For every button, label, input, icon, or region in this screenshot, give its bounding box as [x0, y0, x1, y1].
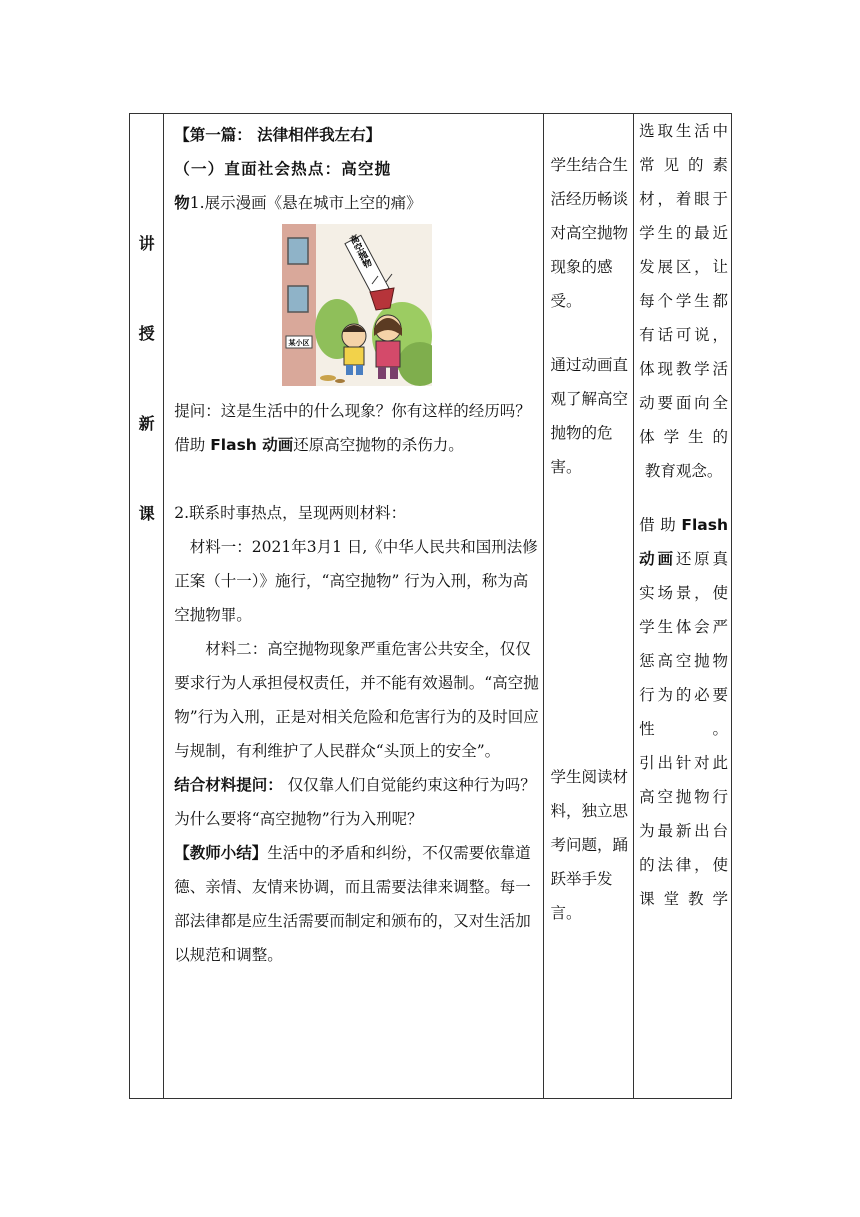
teaching-content-cell [164, 114, 544, 1099]
question-2-label: 结合材料提问： [174, 776, 283, 794]
design-note-2 [639, 508, 728, 746]
student-activity-1: 学生结合生活经历畅谈对高空抛物现象的感受。 [550, 156, 628, 310]
design-note-2-pre: 借 助 [639, 516, 677, 534]
lesson-table [129, 113, 732, 1099]
comic-sign: 高空抛物 [346, 233, 373, 271]
material-2: 材料二：高空抛物现象严重危害公共安全，仅仅要求行为人承担侵权责任，并不能有效遏制。“高空抛物”行为入刑，正是对相关危险和危害行为的及时回应与规制，有利维护了人民群众“头顶上的安全”。 [174, 640, 539, 760]
design-note-2-text: 还原真实场景，使学生体会严惩高空抛物行为的必要性。 [639, 550, 728, 738]
design-note-3: 引出针对此高空抛物行为最新出台的法律，使课堂教学 [639, 754, 728, 908]
subsection-heading: （一）直面社会热点：高空抛 [174, 160, 392, 178]
design-note-2-bold: Flash 动画 [639, 516, 728, 568]
table-row [130, 114, 732, 1099]
student-activity-3: 学生阅读材料，独立思考问题，踊跃举手发言。 [550, 768, 628, 922]
design-intent-cell [634, 114, 732, 1099]
student-activity-cell [544, 114, 634, 1099]
section-heading: 【第一篇： 法律相伴我左右】 [174, 126, 382, 144]
flash-bold: Flash 动画 [210, 436, 294, 454]
design-note-1: 选取生活中常见的素材，着眼于学生的最近发展区，让每个学生都有话可说，体现教学活动要面向全体学生的 [639, 122, 728, 446]
comic-plate: 某小区 [288, 339, 310, 347]
row-label-char: 新 [138, 414, 155, 433]
row-label-cell [130, 114, 164, 1099]
flash-pre: 借助 [174, 436, 211, 454]
question-2 [174, 768, 539, 836]
teacher-summary [174, 836, 539, 972]
question-2-text: 仅仅靠人们自觉能约束这种行为吗？为什么要将“高空抛物”行为入刑呢？ [174, 776, 536, 828]
subsection-heading-end: 物 [174, 194, 190, 212]
item-2: 2.联系时事热点，呈现两则材料： [174, 504, 407, 522]
comic-illustration [282, 224, 432, 386]
material-1: 材料一：2021年3月1 日,《中华人民共和国刑法修正案（十一）》施行，“高空抛物” 行为入刑，称为高空抛物罪。 [174, 538, 538, 624]
comic-intro-line [174, 186, 539, 220]
student-activity-2: 通过动画直观了解高空抛物的危害。 [550, 356, 628, 476]
flash-post: 还原高空抛物的杀伤力。 [293, 436, 464, 454]
teacher-summary-label: 【教师小结】 [174, 844, 268, 862]
question-1: 提问：这是生活中的什么现象？你有这样的经历吗？ [174, 402, 531, 420]
row-label-char: 讲 [138, 234, 155, 253]
design-note-1-end: 教育观念。 [644, 462, 723, 480]
comic-intro-text: 1.展示漫画《悬在城市上空的痛》 [189, 194, 422, 212]
row-label-char: 授 [138, 324, 155, 343]
flash-line [174, 428, 539, 462]
teacher-summary-text: 生活中的矛盾和纠纷，不仅需要依靠道德、亲情、友情来协调，而且需要法律来调整。每一部法律都是应生活需要而制定和颁布的，又对生活加以规范和调整。 [174, 844, 531, 964]
row-label-char: 课 [138, 504, 155, 523]
